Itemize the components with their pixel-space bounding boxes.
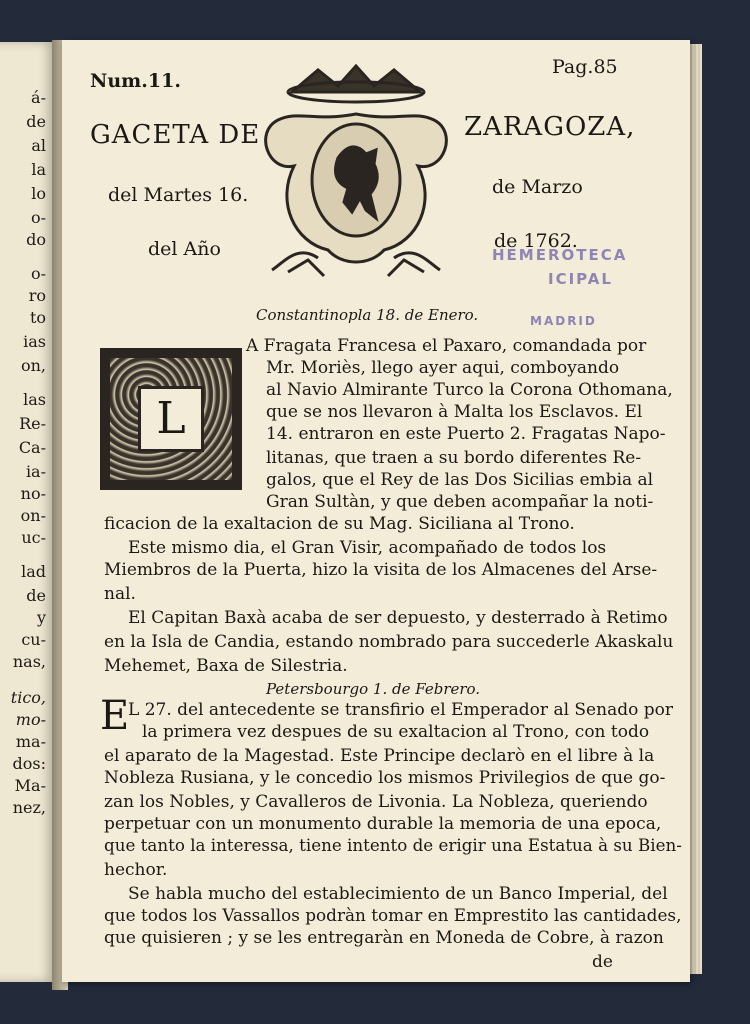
text-line: hechor.: [104, 860, 168, 880]
left-fragment: do: [26, 230, 46, 249]
text-line: que todos los Vassallos podràn tomar en Emprestito las cantidades,: [104, 906, 682, 926]
text-line: que se nos llevaron à Malta los Esclavos. El: [266, 402, 643, 422]
left-fragment: no-: [20, 484, 46, 503]
library-stamp-line1: HEMEROTECA: [492, 246, 628, 264]
left-fragment: de: [26, 586, 46, 605]
left-fragment: ia-: [25, 462, 46, 481]
left-fragment: on-: [20, 506, 46, 525]
left-fragment: al: [31, 136, 46, 155]
issue-year: de 1762.: [494, 230, 578, 252]
left-fragment: Ca-: [18, 438, 46, 457]
text-line: Se habla mucho del establecimiento de un Banco Imperial, del: [128, 884, 668, 904]
left-fragment: las: [23, 390, 46, 409]
text-line: litanas, que traen a su bordo diferentes Re-: [266, 448, 642, 468]
left-fragment: lo: [31, 184, 46, 203]
left-fragment: ma-: [15, 732, 46, 751]
library-stamp-line3: MADRID: [530, 314, 597, 328]
library-stamp-line2: ICIPAL: [548, 270, 613, 288]
text-line: Este mismo dia, el Gran Visir, acompañado de todos los: [128, 538, 607, 558]
left-fragment: o-: [30, 208, 46, 227]
dateline-petersbourgo: Petersbourgo 1. de Febrero.: [266, 680, 481, 698]
left-fragment: dos:: [12, 754, 46, 773]
text-line: ficacion de la exaltacion de su Mag. Siciliana al Trono.: [104, 514, 575, 534]
left-fragment: cu-: [21, 630, 46, 649]
masthead-title-right: ZARAGOZA,: [464, 112, 636, 142]
text-line: al Navio Almirante Turco la Corona Othomana,: [266, 380, 673, 400]
decorated-initial: [100, 348, 242, 490]
text-line: que tanto la interessa, tiene intento de erigir una Estatua à su Bien-: [104, 836, 682, 856]
zaragoza-crest-icon: [258, 62, 454, 284]
left-fragment: tico,: [10, 688, 46, 707]
left-fragment: la: [31, 160, 46, 179]
year-label: del Año: [148, 238, 221, 260]
issue-month: de Marzo: [492, 176, 583, 198]
dateline-constantinopla: Constantinopla 18. de Enero.: [256, 306, 479, 324]
text-line: L 27. del antecedente se transfirio el Emperador al Senado por: [128, 700, 673, 720]
masthead-title-left: GACETA DE: [90, 120, 261, 150]
left-fragment: o-: [30, 264, 46, 283]
text-line: que quisieren ; y se les entregaràn en Moneda de Cobre, à razon: [104, 928, 664, 948]
text-line: nal.: [104, 584, 136, 604]
text-line: El Capitan Baxà acaba de ser depuesto, y desterrado à Retimo: [128, 608, 668, 628]
text-line: 14. entraron en este Puerto 2. Fragatas Napo-: [266, 424, 666, 444]
left-fragment: lad: [21, 562, 46, 581]
page-number: Pag.85: [552, 56, 618, 78]
left-fragment: nez,: [12, 798, 46, 817]
left-fragment: á-: [31, 88, 46, 107]
text-line: la primera vez despues de su exaltacion al Trono, con todo: [142, 722, 650, 742]
left-fragment: uc-: [21, 528, 46, 547]
left-fragment: nas,: [12, 652, 46, 671]
text-line: Mehemet, Baxa de Silestria.: [104, 656, 348, 676]
left-fragment: Ma-: [14, 776, 46, 795]
text-line: Nobleza Rusiana, y le concedio los mismos Privilegios de que go-: [104, 768, 666, 788]
left-page: [0, 42, 56, 982]
left-fragment: de: [26, 112, 46, 131]
text-line: Mr. Moriès, llego ayer aqui, comboyando: [266, 358, 620, 378]
text-line: A Fragata Francesa el Paxaro, comandada por: [246, 336, 647, 356]
text-line: zan los Nobles, y Cavalleros de Livonia. La Nobleza, queriendo: [104, 792, 648, 812]
left-fragment: on,: [20, 356, 46, 375]
text-line: Miembros de la Puerta, hizo la visita de los Almacenes del Arse-: [104, 560, 658, 580]
left-fragment: ro: [28, 286, 46, 305]
left-fragment: ias: [23, 332, 46, 351]
text-line: perpetuar con un monumento durable la memoria de una epoca,: [104, 814, 662, 834]
catchword: de: [592, 952, 613, 972]
text-line: el aparato de la Magestad. Este Principe declarò en el libre à la: [104, 746, 655, 766]
initial-letter: L: [138, 386, 204, 452]
left-fragment: Re-: [19, 414, 46, 433]
initial-letter-e: E: [100, 693, 130, 739]
left-fragment: y: [36, 608, 46, 627]
text-line: galos, que el Rey de las Dos Sicilias embia al: [266, 470, 654, 490]
left-fragment: to: [29, 308, 46, 327]
text-line: en la Isla de Candia, estando nombrado para succederle Akaskalu: [104, 632, 674, 652]
text-line: Gran Sultàn, y que deben acompañar la noti-: [266, 492, 654, 512]
left-fragment: mo-: [15, 710, 46, 729]
issue-number: Num.11.: [90, 70, 181, 92]
issue-day: del Martes 16.: [108, 184, 249, 206]
